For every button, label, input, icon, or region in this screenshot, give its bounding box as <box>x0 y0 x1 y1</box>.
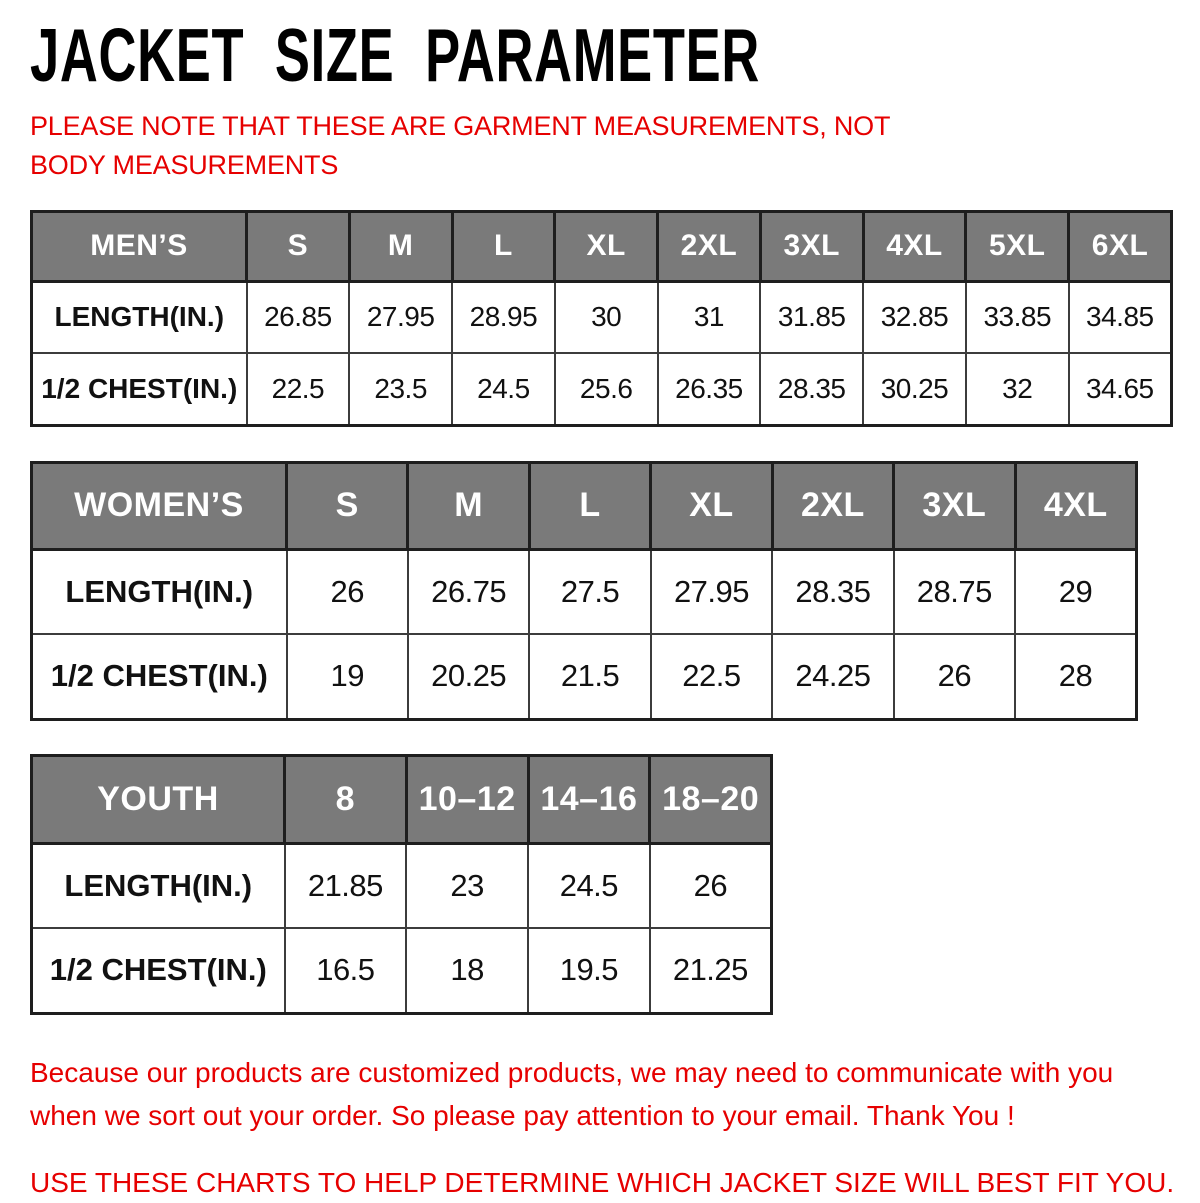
header-row <box>32 211 1172 281</box>
size-value-cell: 30 <box>555 281 658 353</box>
size-value-cell: 29 <box>1015 549 1136 634</box>
measurement-row <box>32 843 772 928</box>
size-value-cell: 26 <box>650 843 772 928</box>
size-value-cell: 28.75 <box>894 549 1015 634</box>
table-title-cell: MEN’S <box>32 211 247 281</box>
row-label-cell: LENGTH(IN.) <box>32 549 287 634</box>
size-header-cell: 14–16 <box>528 755 650 843</box>
size-value-cell: 24.5 <box>528 843 650 928</box>
measurement-row <box>32 549 1137 634</box>
size-value-cell: 26.85 <box>247 281 350 353</box>
womens-size-table <box>30 461 1138 721</box>
size-value-cell: 22.5 <box>651 634 772 719</box>
size-value-cell: 26.35 <box>658 353 761 425</box>
size-value-cell: 25.6 <box>555 353 658 425</box>
customized-products-note: Because our products are customized products, we may need to communicate with you when we sort out your order. So please pay attention to your email. Thank You ! <box>30 1056 1114 1131</box>
header-row <box>32 462 1137 549</box>
use-charts-note: USE THESE CHARTS TO HELP DETERMINE WHICH JACKET SIZE WILL BEST FIT YOU. <box>30 1167 1175 1199</box>
garment-measurement-note: PLEASE NOTE THAT THESE ARE GARMENT MEASUREMENTS, NOT BODY MEASUREMENTS <box>30 111 890 181</box>
size-value-cell: 24.25 <box>772 634 893 719</box>
size-header-cell: S <box>287 462 408 549</box>
size-header-cell: 4XL <box>863 211 966 281</box>
size-header-cell: 6XL <box>1069 211 1172 281</box>
mens-size-table <box>30 210 1173 427</box>
size-header-cell: 18–20 <box>650 755 772 843</box>
measurement-row <box>32 634 1137 719</box>
size-value-cell: 33.85 <box>966 281 1069 353</box>
size-value-cell: 26 <box>287 549 408 634</box>
row-label-cell: 1/2 CHEST(IN.) <box>32 634 287 719</box>
size-header-cell: L <box>452 211 555 281</box>
size-header-cell: L <box>529 462 650 549</box>
size-header-cell: 5XL <box>966 211 1069 281</box>
size-header-cell: 3XL <box>894 462 1015 549</box>
size-value-cell: 32.85 <box>863 281 966 353</box>
size-value-cell: 28.35 <box>772 549 893 634</box>
size-value-cell: 22.5 <box>247 353 350 425</box>
size-header-cell: 3XL <box>760 211 863 281</box>
size-value-cell: 27.5 <box>529 549 650 634</box>
page-title: JACKET SIZE PARAMETER <box>30 13 761 97</box>
size-value-cell: 16.5 <box>285 928 407 1013</box>
size-header-cell: 8 <box>285 755 407 843</box>
measurement-row <box>32 928 772 1013</box>
row-label-cell: LENGTH(IN.) <box>32 843 285 928</box>
size-value-cell: 20.25 <box>408 634 529 719</box>
size-header-cell: 2XL <box>772 462 893 549</box>
size-header-cell: S <box>247 211 350 281</box>
table-title-cell: WOMEN’S <box>32 462 287 549</box>
youth-size-table <box>30 754 773 1015</box>
size-value-cell: 27.95 <box>651 549 772 634</box>
size-value-cell: 28.95 <box>452 281 555 353</box>
size-header-cell: 10–12 <box>406 755 528 843</box>
size-value-cell: 23 <box>406 843 528 928</box>
size-value-cell: 27.95 <box>349 281 452 353</box>
size-value-cell: 31.85 <box>760 281 863 353</box>
size-value-cell: 34.85 <box>1069 281 1172 353</box>
size-value-cell: 26.75 <box>408 549 529 634</box>
size-header-cell: M <box>349 211 452 281</box>
measurement-row <box>32 353 1172 425</box>
size-value-cell: 21.25 <box>650 928 772 1013</box>
size-value-cell: 28.35 <box>760 353 863 425</box>
row-label-cell: 1/2 CHEST(IN.) <box>32 353 247 425</box>
size-value-cell: 19.5 <box>528 928 650 1013</box>
size-value-cell: 19 <box>287 634 408 719</box>
size-value-cell: 30.25 <box>863 353 966 425</box>
size-value-cell: 24.5 <box>452 353 555 425</box>
size-header-cell: XL <box>651 462 772 549</box>
measurement-row <box>32 281 1172 353</box>
size-header-cell: M <box>408 462 529 549</box>
size-value-cell: 26 <box>894 634 1015 719</box>
row-label-cell: LENGTH(IN.) <box>32 281 247 353</box>
size-value-cell: 21.5 <box>529 634 650 719</box>
size-header-cell: XL <box>555 211 658 281</box>
size-header-cell: 4XL <box>1015 462 1136 549</box>
size-value-cell: 21.85 <box>285 843 407 928</box>
size-value-cell: 28 <box>1015 634 1136 719</box>
size-value-cell: 18 <box>406 928 528 1013</box>
table-title-cell: YOUTH <box>32 755 285 843</box>
header-row <box>32 755 772 843</box>
size-value-cell: 31 <box>658 281 761 353</box>
size-value-cell: 23.5 <box>349 353 452 425</box>
size-value-cell: 32 <box>966 353 1069 425</box>
row-label-cell: 1/2 CHEST(IN.) <box>32 928 285 1013</box>
size-value-cell: 34.65 <box>1069 353 1172 425</box>
size-header-cell: 2XL <box>658 211 761 281</box>
